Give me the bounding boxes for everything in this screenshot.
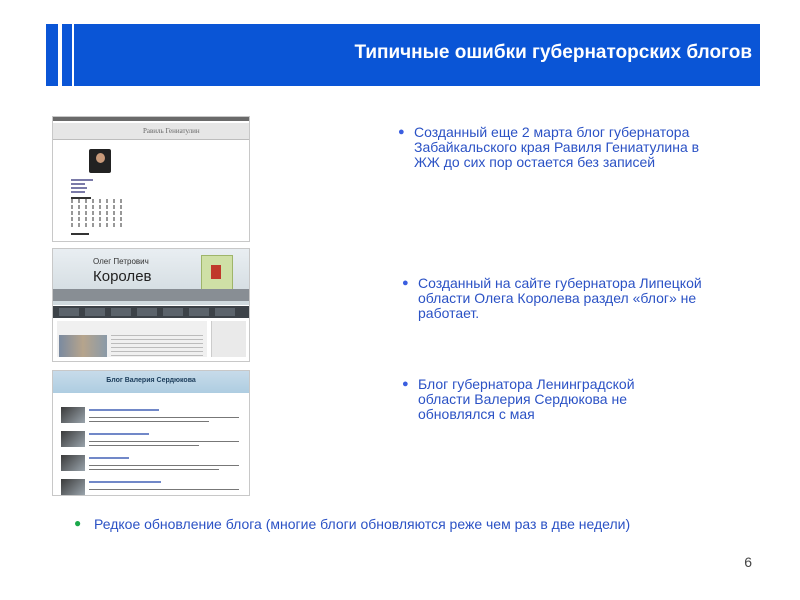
bullet-text: Созданный еще 2 марта блог губернатора Забайкальского края Равиля Гениатулина в ЖЖ до сих пор остается без записей — [414, 124, 700, 170]
profile-link — [71, 179, 93, 181]
governor-last-name: Королев — [93, 268, 152, 285]
bullet-dot: ● — [74, 516, 82, 530]
news-photo — [59, 335, 107, 357]
bullet-text: Созданный на сайте губернатора Липецкой области Олега Королева раздел «блог» не работает. — [418, 275, 702, 321]
blog-post-row — [61, 429, 245, 451]
screenshot-serdyukov-blog — [52, 370, 250, 496]
news-text — [111, 335, 203, 357]
bullet-leningrad — [402, 376, 688, 422]
blog-post-row — [61, 405, 245, 427]
bullet-text: Редкое обновление блога (многие блоги обновляются реже чем раз в две недели) — [94, 516, 631, 532]
blog-post-row — [61, 453, 245, 475]
blog-title: Блог Валерия Сердюкова — [106, 377, 196, 384]
header-stripe-2 — [58, 24, 62, 86]
header-stripe-1 — [36, 24, 46, 86]
profile-link — [71, 187, 87, 189]
site-menu — [53, 306, 249, 318]
bullet-zabaikalsky — [398, 124, 714, 170]
blog-top-bar — [53, 117, 249, 121]
calendar-widget — [71, 199, 127, 229]
header-stripe-3 — [72, 24, 74, 86]
site-subtitle-bar — [53, 289, 249, 301]
bottom-bullet — [74, 516, 631, 532]
blog-post-row — [61, 477, 245, 496]
screenshot-lipetsk-site — [52, 248, 250, 362]
emblem-shield — [211, 265, 221, 279]
syndicate-link — [71, 233, 89, 235]
screenshot-livejournal-blog — [52, 116, 250, 242]
governor-first-name: Олег Петрович — [93, 257, 149, 266]
profile-link — [71, 191, 85, 193]
profile-link — [71, 183, 85, 185]
bullet-lipetsk — [402, 275, 708, 321]
bullet-text: Блог губернатора Ленинградской области Валерия Сердюкова не обновлялся с мая — [418, 376, 635, 422]
page-number: 6 — [744, 554, 752, 570]
bullet-dot: ● — [398, 126, 405, 138]
sidebar — [211, 321, 246, 357]
slide-title: Типичные ошибки губернаторских блогов — [354, 42, 752, 63]
user-photo-face — [96, 153, 105, 163]
bullet-dot: ● — [402, 277, 409, 289]
bullet-dot: ● — [402, 378, 409, 390]
blog-owner-name: Равиль Гениатулин — [143, 127, 200, 135]
